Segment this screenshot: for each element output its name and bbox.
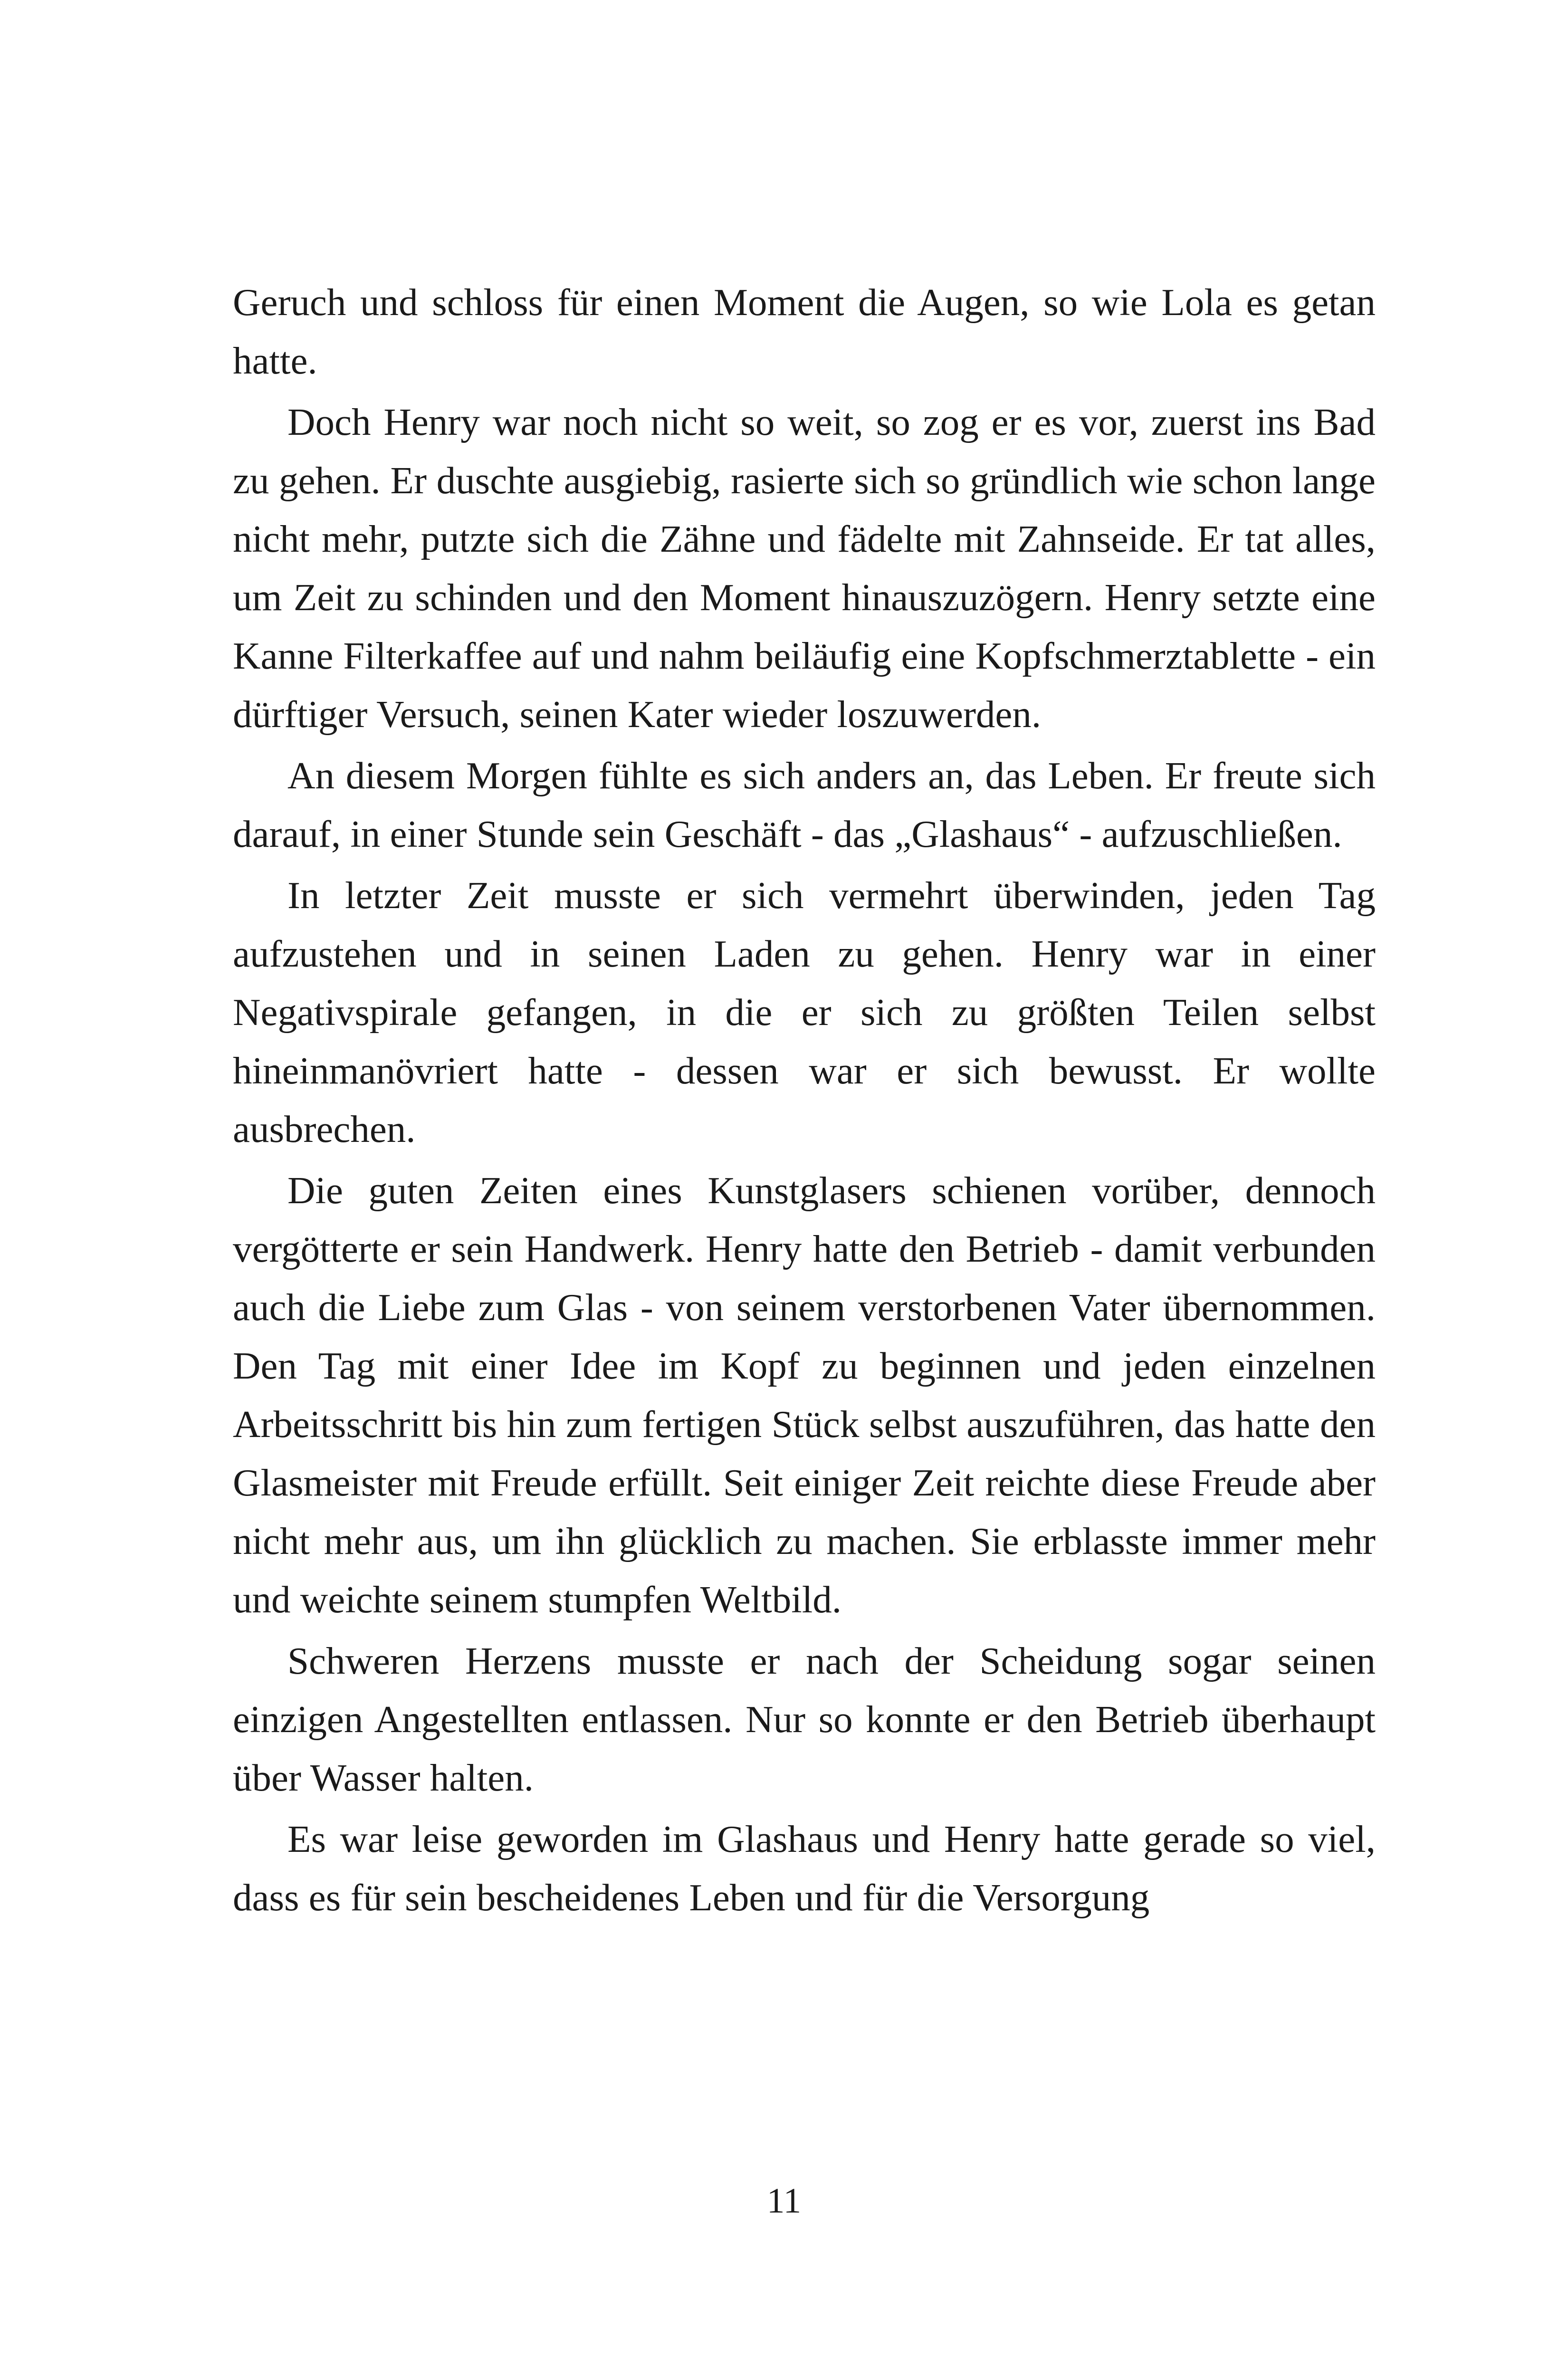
paragraph-4: In letzter Zeit musste er sich vermehrt überwinden, jeden Tag aufzustehen und in seinen Laden zu gehen. Henry war in einer Negativspirale gefangen, in die er sich zu größten Teilen selbst hineinmanövriert hatte - dessen war er sich bewusst. Er wollte ausbrechen. <box>233 874 1376 1150</box>
paragraph-5: Die guten Zeiten eines Kunstglasers schienen vorüber, dennoch vergötterte er sein Handwerk. Henry hatte den Betrieb - damit verbunden auch die Liebe zum Glas - von seinem verstorbenen Vater übernommen. Den Tag mit einer Idee im Kopf zu beginnen und jeden einzelnen Arbeitsschritt bis hin zum fertigen Stück selbst auszuführen, das hatte den Glasmeister mit Freude erfüllt. Seit einiger Zeit reichte diese Freude aber nicht mehr aus, um ihn glücklich zu machen. Sie erblasste immer mehr und weichte seinem stumpfen Weltbild. <box>233 1169 1376 1621</box>
paragraph-2: Doch Henry war noch nicht so weit, so zog er es vor, zuerst ins Bad zu gehen. Er duschte ausgiebig, rasierte sich so gründlich wie schon lange nicht mehr, putzte sich die Zähne und fädelte mit Zahnseide. Er tat alles, um Zeit zu schinden und den Moment hinauszuzögern. Henry setzte eine Kanne Filterkaffee auf und nahm beiläufig eine Kopfschmerztablette - ein dürftiger Versuch, seinen Kater wieder loszuwerden. <box>233 401 1376 736</box>
paragraph-1: Geruch und schloss für einen Moment die Augen, so wie Lola es getan hatte. <box>233 281 1376 382</box>
paragraph-3: An diesem Morgen fühlte es sich anders an, das Leben. Er freute sich darauf, in einer Stunde sein Geschäft - das „Glashaus“ - aufzuschließen. <box>233 754 1376 855</box>
paragraph-6: Schweren Herzens musste er nach der Scheidung sogar seinen einzigen Angestellten entlassen. Nur so konnte er den Betrieb überhaupt über Wasser halten. <box>233 1639 1376 1799</box>
body-text <box>233 273 1376 1930</box>
paragraph-7: Es war leise geworden im Glashaus und Henry hatte gerade so viel, dass es für sein bescheidenes Leben und für die Versorgung <box>233 1818 1376 1919</box>
page-number: 11 <box>766 2181 802 2221</box>
